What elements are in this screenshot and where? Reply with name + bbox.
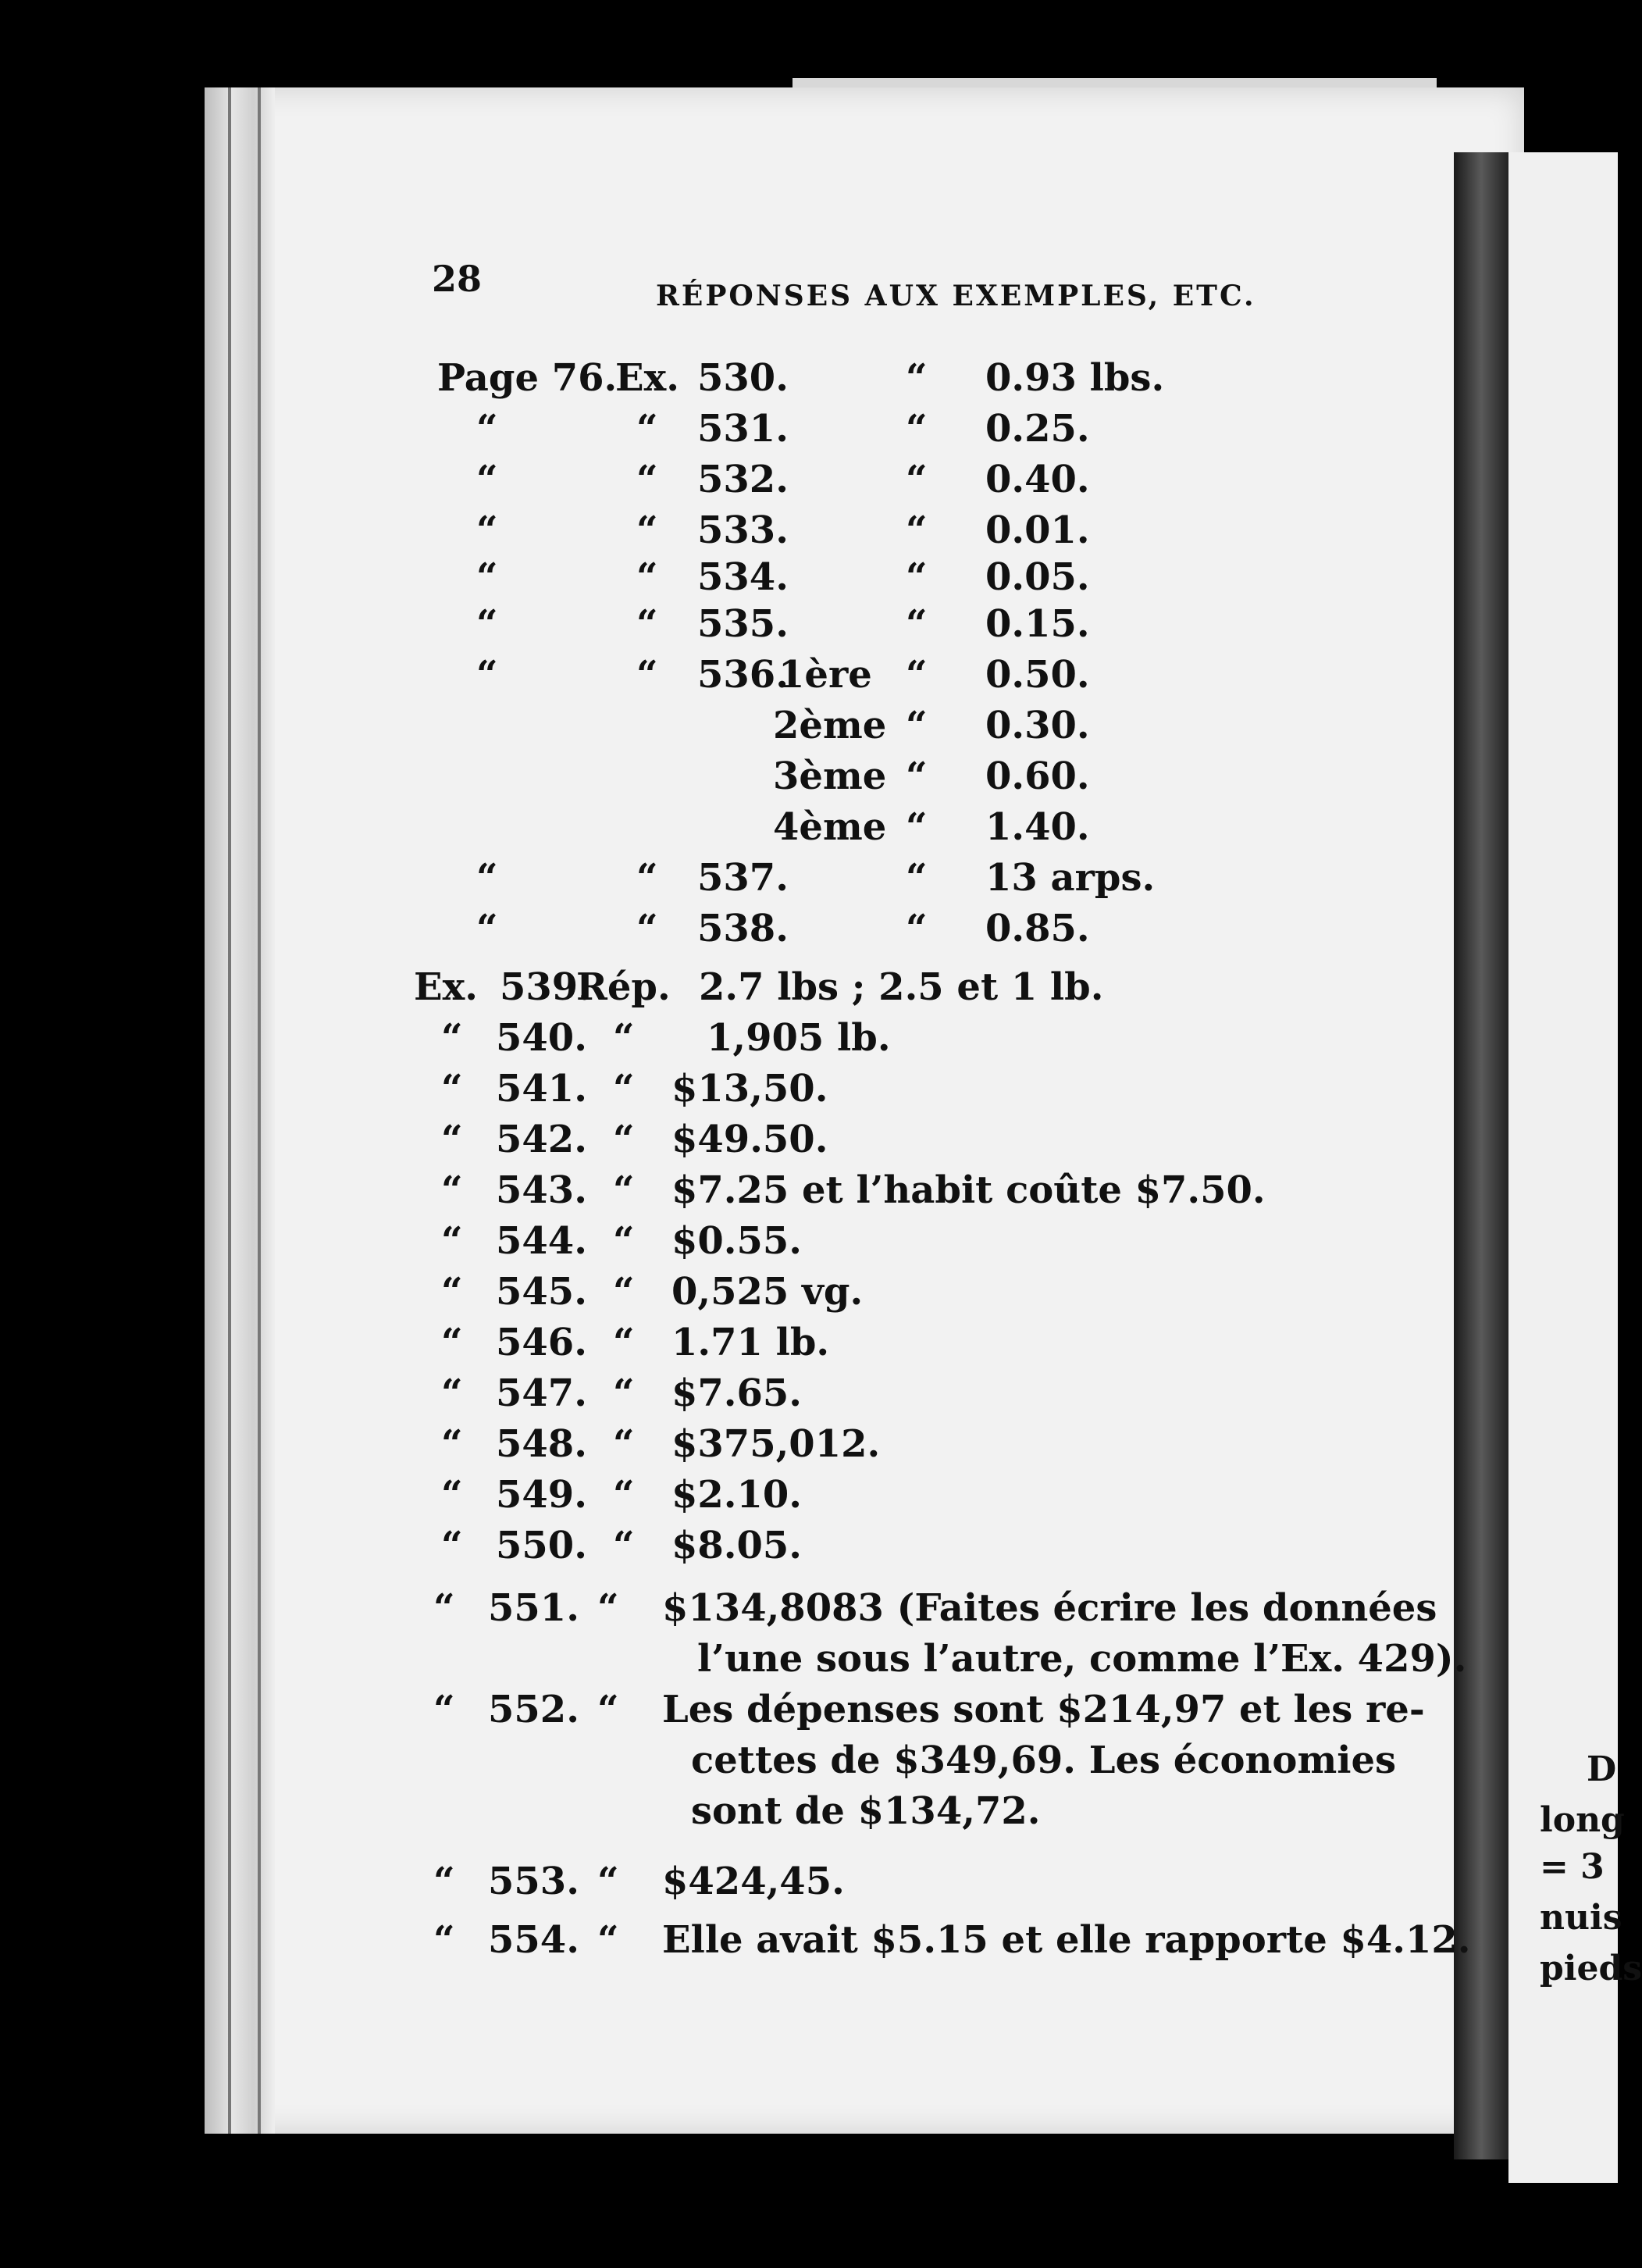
answer-mark: “	[613, 1219, 635, 1263]
exercise-number: 540.	[496, 1016, 587, 1060]
ditto-mark: “	[906, 754, 928, 798]
exercise-number: 546.	[496, 1321, 587, 1364]
answer-text-line: sont de $134,72.	[691, 1789, 1041, 1833]
ditto-mark: “	[906, 907, 928, 950]
answer-value: 0.40.	[985, 458, 1090, 501]
exercise-number: 531.	[697, 407, 789, 451]
answer-value: 0.25.	[985, 407, 1090, 451]
answer-mark: “	[613, 1168, 635, 1212]
answer-text-line: l’une sous l’autre, comme l’Ex. 429).	[697, 1637, 1467, 1681]
page-binding-edge	[205, 87, 275, 2134]
answer-lead: “	[441, 1321, 463, 1364]
answer-mark: “	[597, 1688, 619, 1731]
exercise-number: 551.	[488, 1586, 579, 1630]
answer-lead: “	[433, 1586, 455, 1630]
row-lead: “	[476, 555, 498, 599]
answer-text: $2.10.	[671, 1473, 803, 1517]
answer-text-line: $424,45.	[662, 1860, 845, 1903]
ditto-mark: “	[906, 555, 928, 599]
ditto-mark: “	[906, 856, 928, 900]
answer-text-line: cettes de $349,69. Les économies	[691, 1738, 1397, 1782]
exercise-part: 2ème	[773, 704, 887, 747]
exercise-number: 549.	[496, 1473, 587, 1517]
binding-line	[258, 87, 261, 2134]
exercise-number: 542.	[496, 1118, 587, 1161]
answer-mark: “	[613, 1270, 635, 1314]
exercise-number: 548.	[496, 1422, 587, 1466]
exercise-number: 541.	[496, 1067, 587, 1111]
page-number: 28	[432, 258, 483, 300]
row-lead: Page 76.	[437, 356, 618, 400]
facing-page-fragment: D	[1587, 1749, 1617, 1789]
answer-mark: “	[597, 1918, 619, 1962]
exercise-number: 539.	[500, 965, 591, 1009]
row-ex-label: “	[636, 907, 658, 950]
ditto-mark: “	[906, 458, 928, 501]
answer-lead: “	[441, 1067, 463, 1111]
facing-page	[1508, 152, 1642, 2183]
row-ex-label: “	[636, 653, 658, 697]
exercise-number: 532.	[697, 458, 789, 501]
answer-value: 0.01.	[985, 508, 1090, 552]
answer-lead: “	[441, 1473, 463, 1517]
ditto-mark: “	[906, 704, 928, 747]
ditto-mark: “	[906, 805, 928, 849]
answer-lead: “	[433, 1860, 455, 1903]
exercise-number: 536.	[697, 653, 789, 697]
ditto-mark: “	[906, 653, 928, 697]
ditto-mark: “	[906, 407, 928, 451]
answer-text: $0.55.	[671, 1219, 803, 1263]
facing-page-fragment: pieds	[1540, 1949, 1642, 1988]
answer-text-line: $134,8083 (Faites écrire les données	[662, 1586, 1437, 1630]
answer-text-line: Elle avait $5.15 et elle rapporte $4.12.	[662, 1918, 1471, 1962]
answer-mark: Rép.	[576, 965, 671, 1009]
answer-mark: “	[613, 1016, 635, 1060]
exercise-number: 553.	[488, 1860, 579, 1903]
exercise-number: 534.	[697, 555, 789, 599]
facing-page-fragment: nuis	[1540, 1898, 1622, 1938]
exercise-number: 544.	[496, 1219, 587, 1263]
answer-mark: “	[613, 1321, 635, 1364]
answer-value: 0.15.	[985, 602, 1090, 646]
answer-lead: “	[441, 1219, 463, 1263]
ditto-mark: “	[906, 508, 928, 552]
exercise-number: 537.	[697, 856, 789, 900]
answer-lead: “	[441, 1371, 463, 1415]
answer-lead: “	[433, 1688, 455, 1731]
answer-text: 2.7 lbs ; 2.5 et 1 lb.	[699, 965, 1104, 1009]
answer-mark: “	[613, 1473, 635, 1517]
row-lead: “	[476, 407, 498, 451]
exercise-number: 554.	[488, 1918, 579, 1962]
answer-value: 0.60.	[985, 754, 1090, 798]
answer-text: $13,50.	[671, 1067, 828, 1111]
answer-lead: “	[441, 1118, 463, 1161]
answer-mark: “	[613, 1422, 635, 1466]
row-ex-label: “	[636, 407, 658, 451]
answer-mark: “	[597, 1860, 619, 1903]
answer-lead: “	[433, 1918, 455, 1962]
exercise-number: 552.	[488, 1688, 579, 1731]
answer-text: $375,012.	[671, 1422, 881, 1466]
row-lead: “	[476, 508, 498, 552]
exercise-number: 545.	[496, 1270, 587, 1314]
exercise-part: 4ème	[773, 805, 887, 849]
row-lead: “	[476, 602, 498, 646]
answer-value: 13 arps.	[985, 856, 1156, 900]
exercise-part: 3ème	[773, 754, 887, 798]
exercise-number: 550.	[496, 1524, 587, 1567]
answer-text: $7.65.	[671, 1371, 803, 1415]
answer-text-line: Les dépenses sont $214,97 et les re-	[662, 1688, 1425, 1731]
ditto-mark: “	[906, 356, 928, 400]
answer-text: 1.71 lb.	[671, 1321, 830, 1364]
exercise-number: 533.	[697, 508, 789, 552]
binding-line	[228, 87, 231, 2134]
answer-lead: “	[441, 1168, 463, 1212]
exercise-number: 530.	[697, 356, 789, 400]
row-lead: “	[476, 458, 498, 501]
row-lead: “	[476, 653, 498, 697]
answer-lead: Ex.	[414, 965, 478, 1009]
facing-page-fragment: long	[1540, 1800, 1625, 1840]
answer-text: 1,905 lb.	[707, 1016, 891, 1060]
row-ex-label: Ex.	[615, 356, 679, 400]
exercise-part: 1ère	[778, 653, 872, 697]
answer-mark: “	[613, 1118, 635, 1161]
ditto-mark: “	[906, 602, 928, 646]
row-lead: “	[476, 856, 498, 900]
exercise-number: 535.	[697, 602, 789, 646]
answer-mark: “	[613, 1371, 635, 1415]
answer-value: 0.50.	[985, 653, 1090, 697]
row-ex-label: “	[636, 508, 658, 552]
answer-value: 1.40.	[985, 805, 1090, 849]
facing-page-fragment: = 3	[1540, 1847, 1605, 1887]
answer-mark: “	[613, 1524, 635, 1567]
answer-text: $8.05.	[671, 1524, 803, 1567]
row-ex-label: “	[636, 458, 658, 501]
answer-lead: “	[441, 1270, 463, 1314]
exercise-number: 538.	[697, 907, 789, 950]
running-title: RÉPONSES AUX EXEMPLES, ETC.	[656, 280, 1256, 312]
answer-lead: “	[441, 1524, 463, 1567]
row-ex-label: “	[636, 856, 658, 900]
answer-value: 0.85.	[985, 907, 1090, 950]
answer-value: 0.30.	[985, 704, 1090, 747]
answer-value: 0.05.	[985, 555, 1090, 599]
answer-mark: “	[613, 1067, 635, 1111]
answer-lead: “	[441, 1422, 463, 1466]
exercise-number: 547.	[496, 1371, 587, 1415]
row-lead: “	[476, 907, 498, 950]
exercise-number: 543.	[496, 1168, 587, 1212]
answer-value: 0.93 lbs.	[985, 356, 1165, 400]
book-gutter	[1454, 152, 1508, 2159]
answer-text: 0,525 vg.	[671, 1270, 864, 1314]
answer-text: $7.25 et l’habit coûte $7.50.	[671, 1168, 1266, 1212]
row-ex-label: “	[636, 602, 658, 646]
answer-text: $49.50.	[671, 1118, 828, 1161]
answer-lead: “	[441, 1016, 463, 1060]
answer-mark: “	[597, 1586, 619, 1630]
row-ex-label: “	[636, 555, 658, 599]
